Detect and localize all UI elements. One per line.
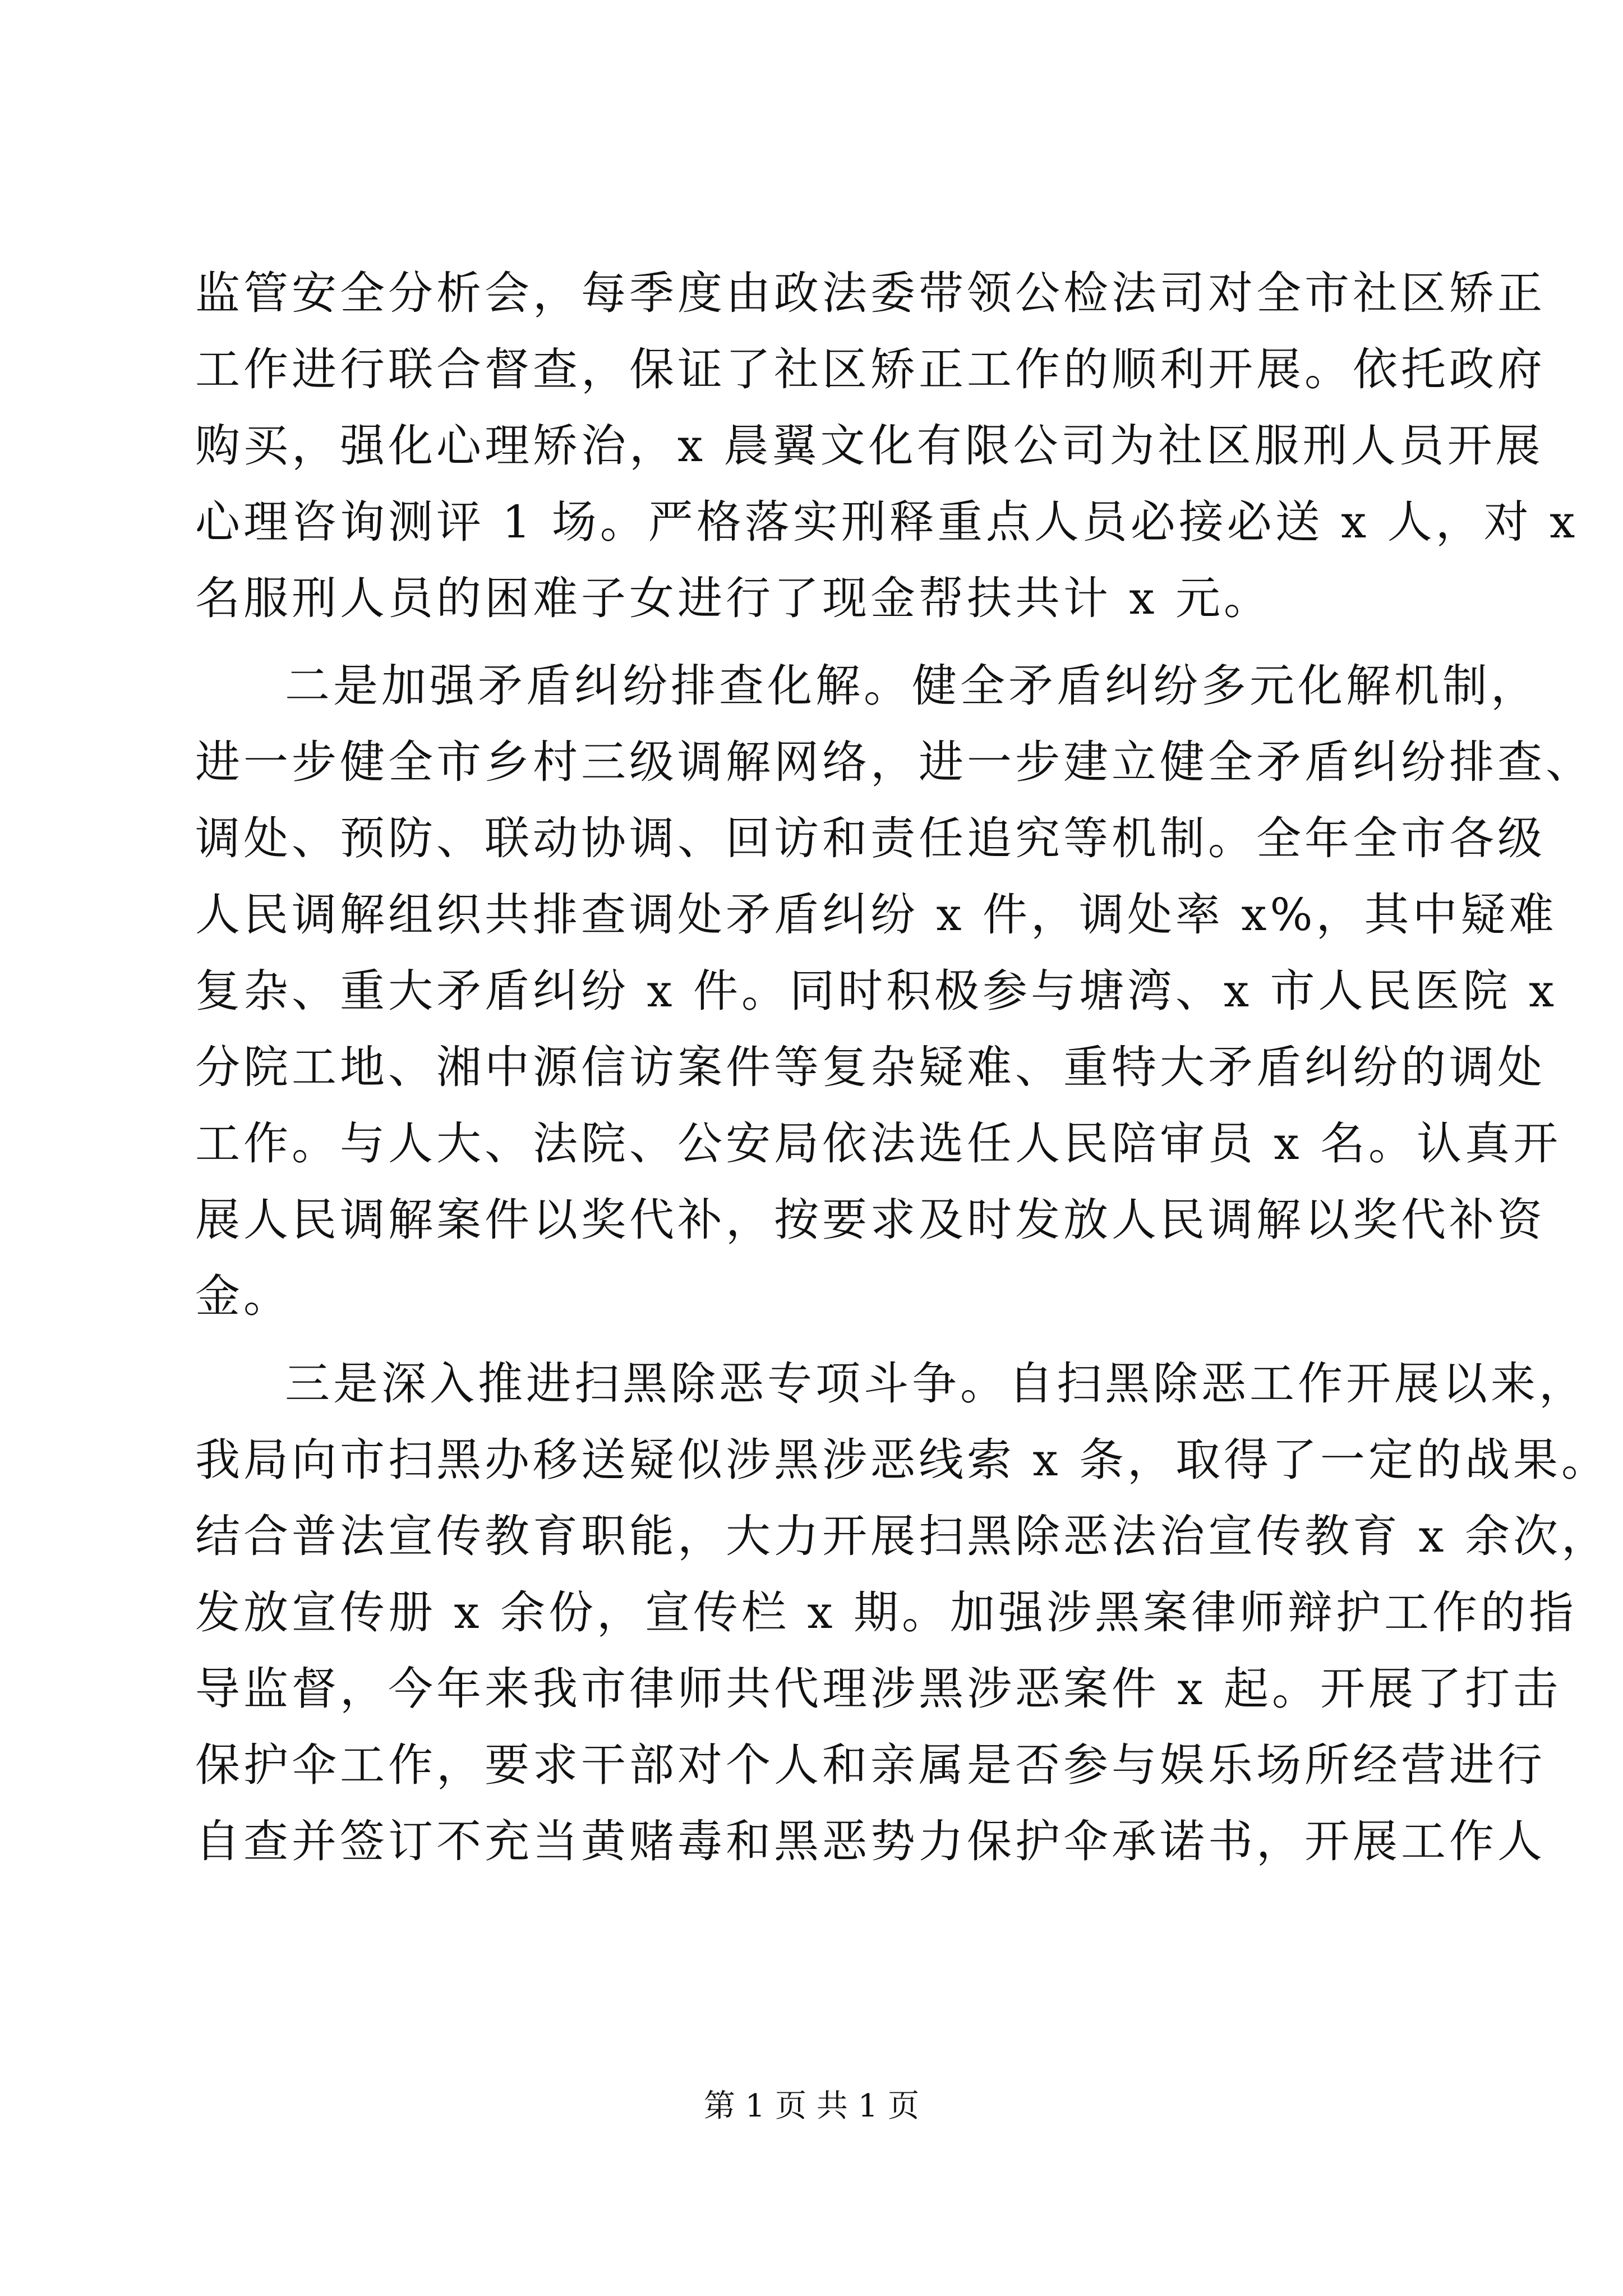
text-line: 我局向市扫黑办移送疑似涉黑涉恶线索 x 条，取得了一定的战果。 <box>195 1434 1610 1486</box>
text-line: 调处、预防、联动协调、回访和责任追究等机制。全年全市各级 <box>195 812 1546 864</box>
text-line: 名服刑人员的困难子女进行了现金帮扶共计 x 元。 <box>195 572 1272 624</box>
text-line: 自查并签订不充当黄赌毒和黑恶势力保护伞承诺书，开展工作人 <box>195 1815 1546 1867</box>
text-line: 监管安全分析会，每季度由政法委带领公检法司对全市社区矫正 <box>195 267 1546 319</box>
text-line: 保护伞工作，要求干部对个人和亲属是否参与娱乐场所经营进行 <box>195 1739 1546 1791</box>
text-line: 人民调解组织共排查调处矛盾纠纷 x 件，调处率 x%，其中疑难 <box>195 889 1557 941</box>
text-line: 工作进行联合督查，保证了社区矫正工作的顺利开展。依托政府 <box>195 343 1546 395</box>
text-line: 结合普法宣传教育职能，大力开展扫黑除恶法治宣传教育 x 余次， <box>195 1510 1610 1562</box>
text-line: 展人民调解案件以奖代补，按要求及时发放人民调解以奖代补资 <box>195 1194 1546 1246</box>
text-line: 分院工地、湘中源信访案件等复杂疑难、重特大矛盾纠纷的调处 <box>195 1041 1546 1093</box>
text-line: 金。 <box>195 1270 292 1322</box>
text-line: 复杂、重大矛盾纠纷 x 件。同时积极参与塘湾、x 市人民医院 x <box>195 965 1558 1017</box>
text-line: 进一步健全市乡村三级调解网络，进一步建立健全矛盾纠纷排查、 <box>195 736 1594 788</box>
paragraph <box>195 648 1594 1335</box>
page-footer <box>0 2084 1623 2129</box>
text-line: 购买，强化心理矫治，x 晨翼文化有限公司为社区服刑人员开展 <box>195 420 1544 472</box>
text-line: 二是加强矛盾纠纷排查化解。健全矛盾纠纷多元化解机制， <box>285 660 1539 712</box>
text-line: 心理咨询测评 1 场。严格落实刑释重点人员必接必送 x 人，对 x <box>195 496 1579 548</box>
text-line: 导监督，今年来我市律师共代理涉黑涉恶案件 x 起。开展了打击 <box>195 1663 1561 1715</box>
text-line: 三是深入推进扫黑除恶专项斗争。自扫黑除恶工作开展以来， <box>285 1358 1587 1410</box>
text-line: 发放宣传册 x 余份，宣传栏 x 期。加强涉黑案律师辩护工作的指 <box>195 1586 1577 1639</box>
paragraph <box>195 255 1579 637</box>
paragraph <box>195 1346 1610 1880</box>
text-line: 工作。与人大、法院、公安局依法选任人民陪审员 x 名。认真开 <box>195 1117 1561 1170</box>
document-body <box>195 255 1610 1880</box>
page-number-label: 第 1 页 共 1 页 <box>703 2088 920 2124</box>
